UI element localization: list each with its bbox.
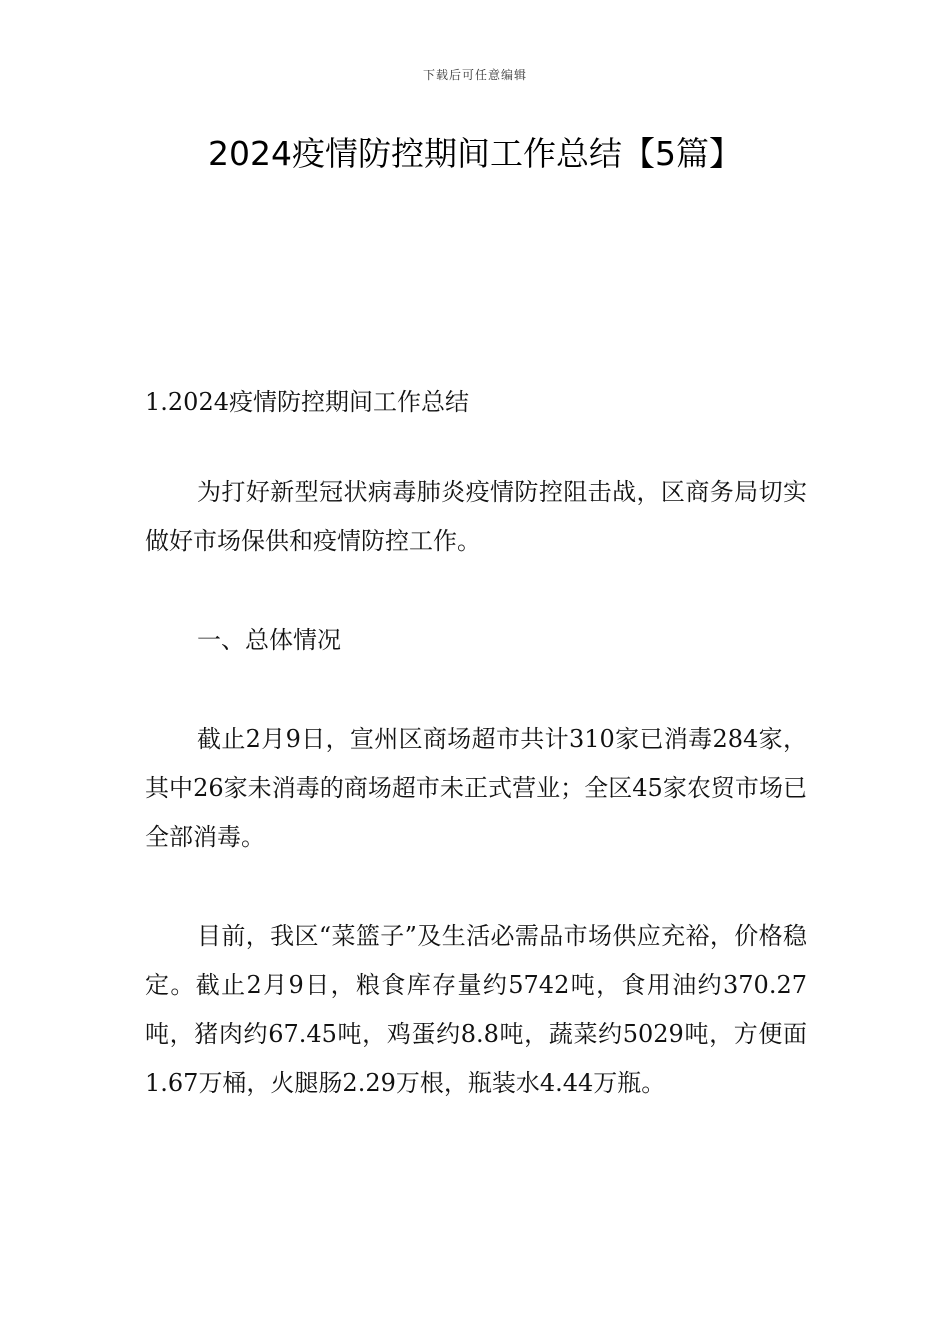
paragraph-disinfection: 截止2月9日，宣州区商场超市共计310家已消毒284家，其中26家未消毒的商场超市未正式营业；全区45家农贸市场已全部消毒。 <box>145 725 807 851</box>
document-title: 2024疫情防控期间工作总结【5篇】 <box>208 134 742 173</box>
subheading-overview: 一、总体情况 <box>197 626 341 654</box>
paragraph-intro: 为打好新型冠状病毒肺炎疫情防控阻击战，区商务局切实做好市场保供和疫情防控工作。 <box>145 478 807 555</box>
paragraph-supply: 目前，我区“菜篮子”及生活必需品市场供应充裕，价格稳定。截止2月9日，粮食库存量约5742吨，食用油约370.27吨，猪肉约67.45吨，鸡蛋约8.8吨，蔬菜约5029吨，方便面1.67万桶，火腿肠2.29万根，瓶装水4.44万瓶。 <box>145 922 807 1097</box>
document-body <box>145 378 807 1108</box>
section-heading: 1.2024疫情防控期间工作总结 <box>145 388 469 416</box>
header-note: 下载后可任意编辑 <box>422 68 527 82</box>
